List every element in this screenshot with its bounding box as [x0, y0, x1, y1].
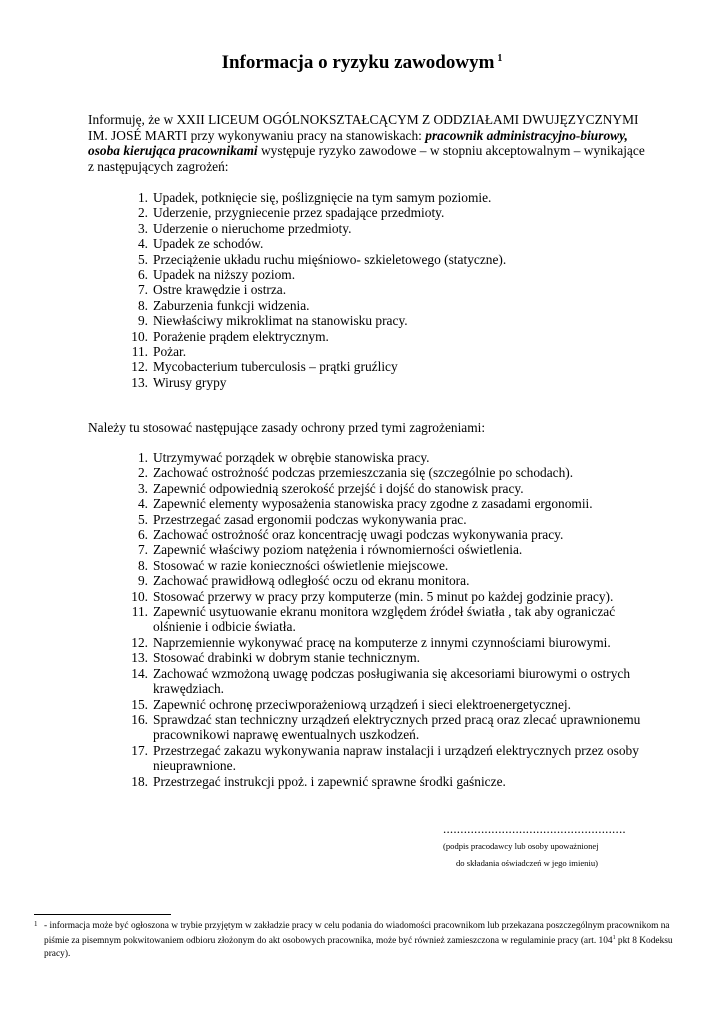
rule-item-text: Zachować ostrożność oraz koncentrację uwagi podczas wykonywania pracy.: [153, 527, 564, 543]
hazard-item-number: 5.: [137, 251, 148, 267]
protection-rules-list: [124, 450, 644, 789]
hazard-item-number: 2.: [137, 205, 148, 221]
rule-item-text: Zapewnić elementy wyposażenia stanowiska pracy zgodne z zasadami ergonomii.: [153, 496, 593, 512]
rule-item-text: Zachować prawidłową odległość oczu od ekranu monitora.: [153, 573, 470, 589]
title-footnote-ref: 1: [497, 52, 503, 64]
rules-intro: Należy tu stosować następujące zasady ochrony przed tymi zagrożeniami:: [88, 420, 486, 435]
hazard-item-number: 11.: [131, 344, 148, 360]
rule-item-number: 14.: [131, 665, 148, 681]
rule-item: [124, 465, 644, 480]
hazard-item-text: Uderzenie, przygniecenie przez spadające przedmioty.: [153, 205, 445, 221]
hazard-item: [124, 205, 644, 220]
rule-item-text: Zapewnić usytuowanie ekranu monitora względem źródeł światła , tak aby ograniczać olśnienie i odbicie światła.: [153, 604, 616, 635]
hazard-item-text: Upadek, potknięcie się, poślizgnięcie na tym samym poziomie.: [153, 190, 492, 205]
hazard-item: [124, 344, 644, 359]
title-text: Informacja o ryzyku zawodowym: [221, 52, 495, 73]
footnote-marker: 1: [34, 920, 38, 928]
signature-caption-2: do składania oświadczeń w jego imieniu): [456, 858, 598, 868]
rule-item: [124, 512, 644, 527]
hazard-item-number: 6.: [137, 267, 148, 283]
hazard-item-text: Upadek ze schodów.: [153, 236, 264, 252]
rule-item: [124, 450, 644, 465]
hazard-item-number: 4.: [137, 236, 148, 252]
rule-item: [124, 481, 644, 496]
rule-item-number: 6.: [137, 527, 148, 543]
rule-item-text: Przestrzegać instrukcji ppoż. i zapewnić sprawne środki gaśnicze.: [153, 773, 506, 789]
signature-caption-1: (podpis pracodawcy lub osoby upoważnionej: [443, 841, 599, 851]
rule-item-number: 13.: [131, 650, 148, 666]
document-title: [0, 52, 724, 74]
intro-part1: Informuję, że w XXII LICEUM OGÓLNOKSZTAŁCĄCYM Z ODDZIAŁAMI DWUJĘZYCZNYMI IM. JOSÉ MARTI przy wykonywaniu pracy na stanowiskach:: [88, 112, 639, 143]
rule-item: [124, 573, 644, 588]
rule-item-text: Stosować przerwy w pracy przy komputerze (min. 5 minut po każdej godzinie pracy).: [153, 588, 614, 604]
footnote-text: [34, 920, 674, 960]
rule-item-text: Stosować drabinki w dobrym stanie technicznym.: [153, 650, 421, 666]
hazard-item-number: 13.: [131, 374, 148, 390]
hazard-item: [124, 313, 644, 328]
rule-item-text: Przestrzegać zasad ergonomii podczas wykonywania prac.: [153, 511, 467, 527]
rule-item-number: 10.: [131, 588, 148, 604]
hazard-item-text: Ostre krawędzie i ostrza.: [153, 282, 287, 298]
rule-item-number: 1.: [137, 450, 148, 465]
rule-item: [124, 589, 644, 604]
intro-part2: występuje ryzyko zawodowe – w stopniu akceptowalnym – wynikające z następujących zagrożeń:: [88, 143, 645, 174]
rule-item-text: Zapewnić ochronę przeciwporażeniową urządzeń i sieci elektroenergetycznej.: [153, 696, 571, 712]
rule-item: [124, 666, 644, 697]
hazard-item: [124, 375, 644, 390]
rule-item-number: 11.: [131, 604, 148, 620]
rule-item: [124, 542, 644, 557]
hazard-item: [124, 267, 644, 282]
rule-item-number: 9.: [137, 573, 148, 589]
rule-item-number: 7.: [137, 542, 148, 558]
hazard-item-number: 9.: [137, 313, 148, 329]
rule-item: [124, 527, 644, 542]
hazard-item: [124, 252, 644, 267]
rule-item-number: 4.: [137, 496, 148, 512]
rule-item-text: Stosować w razie konieczności oświetlenie miejscowe.: [153, 557, 449, 573]
hazard-item: [124, 190, 644, 205]
rule-item-number: 12.: [131, 634, 148, 650]
rule-item-text: Przestrzegać zakazu wykonywania napraw instalacji i urządzeń elektrycznych przez osoby nieuprawnione.: [153, 742, 639, 774]
footnote-text-after: pkt 8 Kodeksu pracy).: [44, 936, 673, 959]
hazard-item-number: 7.: [137, 282, 148, 298]
rule-item-text: Zachować ostrożność podczas przemieszczania się (szczególnie po schodach).: [153, 465, 574, 481]
hazard-item-text: Niewłaściwy mikroklimat na stanowisku pracy.: [153, 313, 408, 329]
hazard-item-text: Porażenie prądem elektrycznym.: [153, 328, 329, 344]
rule-item-text: Zapewnić właściwy poziom natężenia i równomierności oświetlenia.: [153, 542, 523, 558]
rule-item-number: 15.: [131, 696, 148, 712]
hazard-item-text: Przeciążenie układu ruchu mięśniowo- szkieletowego (statyczne).: [153, 251, 507, 267]
hazard-item-number: 10.: [131, 328, 148, 344]
footnote-text-sup: 1: [612, 935, 616, 942]
rule-item: [124, 774, 644, 789]
rule-item: [124, 743, 644, 774]
rule-item-text: Utrzymywać porządek w obrębie stanowiska pracy.: [153, 450, 430, 465]
footnote: [34, 920, 674, 960]
rule-item-text: Zachować wzmożoną uwagę podczas posługiwania się akcesoriami biurowymi o ostrych krawędziach.: [153, 665, 631, 697]
hazard-item-number: 3.: [137, 220, 148, 236]
hazard-item: [124, 221, 644, 236]
hazard-item-number: 1.: [137, 190, 148, 205]
hazard-item: [124, 329, 644, 344]
hazard-item-text: Pożar.: [153, 344, 187, 360]
rule-item: [124, 650, 644, 665]
hazard-item-text: Zaburzenia funkcji widzenia.: [153, 297, 310, 313]
hazard-item: [124, 298, 644, 313]
hazard-item-text: Wirusy grypy: [153, 374, 227, 390]
rule-item: [124, 635, 644, 650]
rule-item-text: Sprawdzać stan techniczny urządzeń elektrycznych przed pracą oraz zlecać uprawnionemu pracownikowi naprawę ewentualnych uszkodzeń.: [153, 711, 641, 743]
intro-positions: pracownik administracyjno-biurowy, osoba kierująca pracownikami: [88, 127, 628, 159]
footnote-text-before: - informacja może być ogłoszona w trybie przyjętym w zakładzie pracy w celu podania do wiadomości pracownikom lub przekazana poszczególnym pracownikom na piśmie za pisemnym pokwitowaniem odbioru złożonym do akt osobowych pracownika, może być również zamieszczona w regulaminie pracy (art. 104: [44, 921, 670, 947]
rule-item-text: Naprzemiennie wykonywać pracę na komputerze z innymi czynnościami biurowymi.: [153, 634, 611, 650]
rule-item: [124, 604, 644, 635]
hazard-item: [124, 282, 644, 297]
rule-item-number: 16.: [131, 711, 148, 727]
signature-line: .....................................................: [443, 821, 626, 836]
hazard-item-text: Upadek na niższy poziom.: [153, 267, 296, 283]
hazard-item-text: Mycobacterium tuberculosis – prątki gruźlicy: [153, 359, 398, 375]
hazards-list: [124, 190, 644, 390]
signature-block: [443, 821, 643, 868]
rule-item: [124, 496, 644, 511]
rule-item-number: 3.: [137, 480, 148, 496]
rule-item-number: 5.: [137, 511, 148, 527]
footnote-separator: [34, 914, 171, 915]
hazard-item: [124, 236, 644, 251]
rule-item: [124, 697, 644, 712]
rule-item-number: 17.: [131, 742, 148, 758]
hazard-item-text: Uderzenie o nieruchome przedmioty.: [153, 220, 352, 236]
rule-item: [124, 712, 644, 743]
rule-item-text: Zapewnić odpowiednią szerokość przejść i dojść do stanowisk pracy.: [153, 480, 524, 496]
hazard-item-number: 12.: [131, 359, 148, 375]
hazard-item-number: 8.: [137, 297, 148, 313]
rule-item-number: 18.: [131, 773, 148, 789]
intro-paragraph: [88, 112, 648, 174]
rule-item-number: 8.: [137, 557, 148, 573]
hazard-item: [124, 359, 644, 374]
rule-item-number: 2.: [137, 465, 148, 481]
rule-item: [124, 558, 644, 573]
